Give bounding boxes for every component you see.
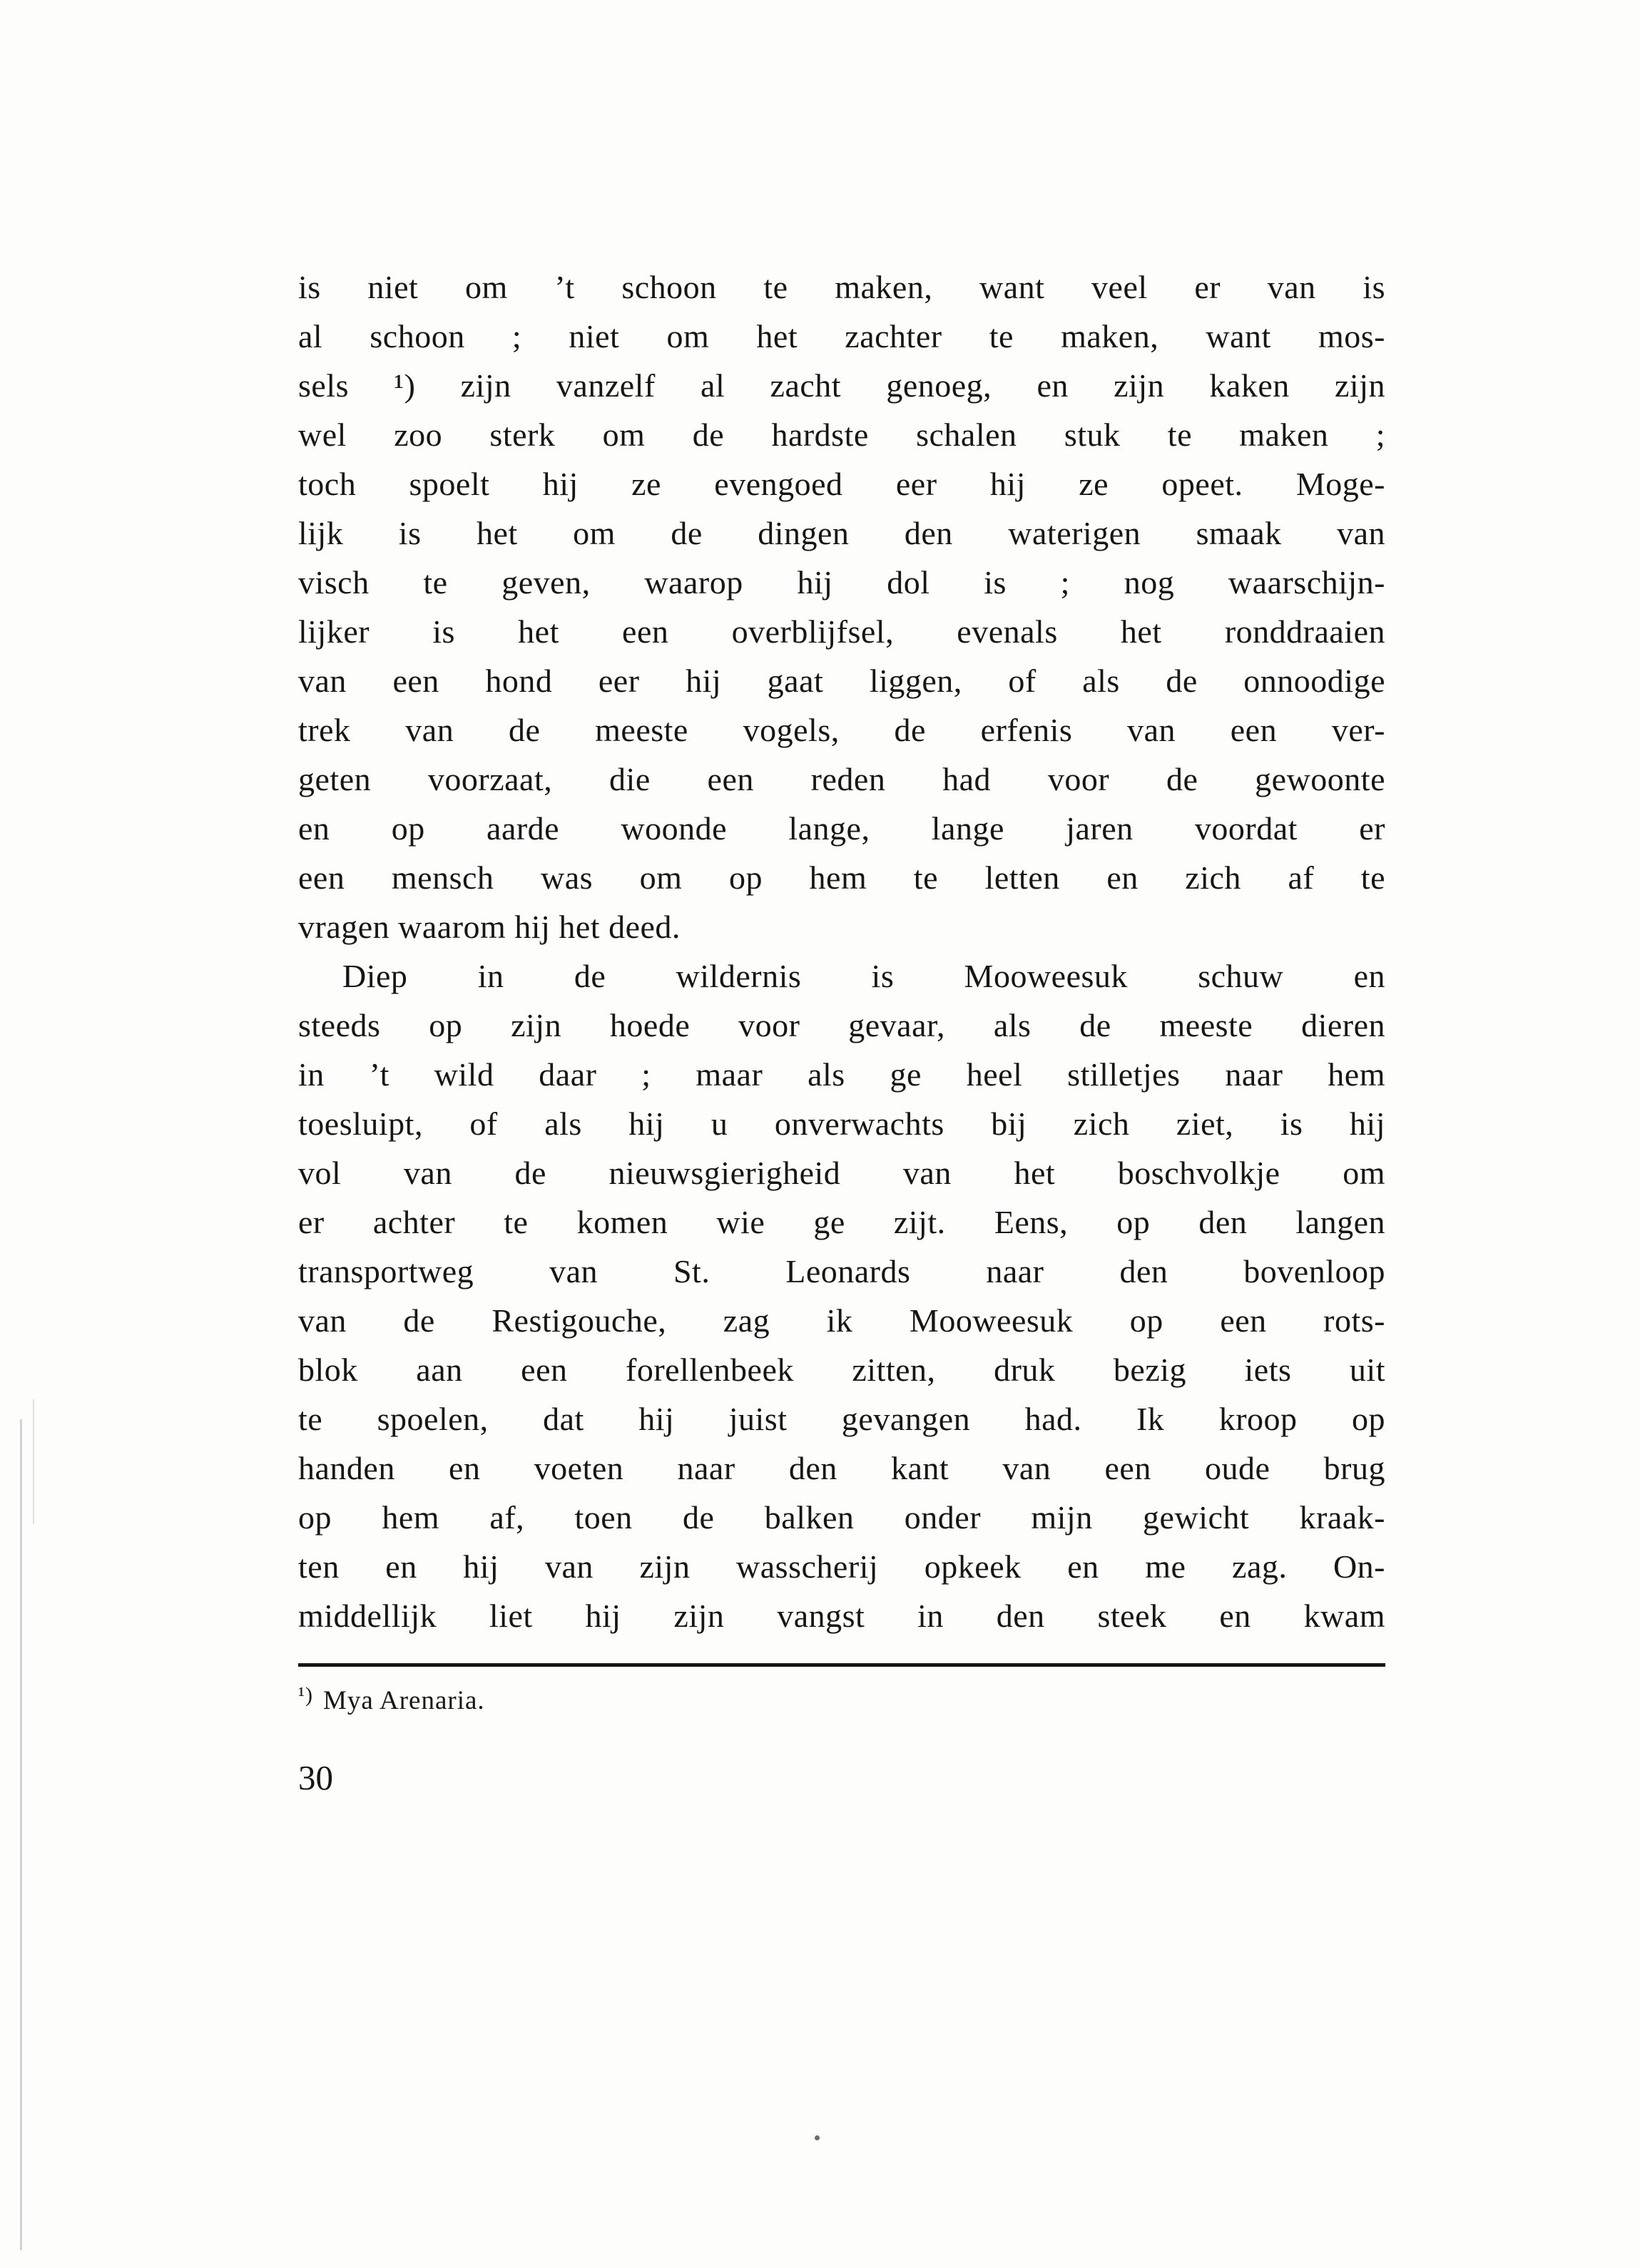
text-line: in ’t wild daar ; maar als ge heel stilletjes naar hem [298, 1056, 1385, 1093]
body-text [298, 262, 1385, 1640]
footnote [298, 1678, 1385, 1718]
text-line: trek van de meeste vogels, de erfenis van een ver- [298, 712, 1385, 748]
text-line: steeds op zijn hoede voor gevaar, als de meeste dieren [298, 1007, 1385, 1043]
text-line: toesluipt, of als hij u onverwachts bij zich ziet, is hij [298, 1105, 1385, 1142]
text-line: vragen waarom hij het deed. [298, 909, 681, 945]
text-line: is niet om ’t schoon te maken, want veel er van is [298, 269, 1385, 305]
text-line: transportweg van St. Leonards naar den bovenloop [298, 1253, 1385, 1289]
text-line: van een hond eer hij gaat liggen, of als de onnoodige [298, 663, 1385, 699]
scan-speck [815, 2135, 820, 2140]
page-number: 30 [298, 1758, 333, 1797]
text-line: vol van de nieuwsgierigheid van het boschvolkje om [298, 1155, 1385, 1191]
text-line: te spoelen, dat hij juist gevangen had. Ik kroop op [298, 1401, 1385, 1437]
text-line: lijk is het om de dingen den waterigen smaak van [298, 515, 1385, 551]
text-line: blok aan een forellenbeek zitten, druk bezig iets uit [298, 1352, 1385, 1388]
text-line: van de Restigouche, zag ik Mooweesuk op een rots- [298, 1302, 1385, 1339]
scan-artifact-line [20, 1419, 22, 2250]
text-line: toch spoelt hij ze evengoed eer hij ze opeet. Moge- [298, 466, 1385, 502]
text-line: ten en hij van zijn wasscherij opkeek en me zag. On- [298, 1548, 1385, 1585]
text-line: Diep in de wildernis is Mooweesuk schuw en [342, 958, 1385, 994]
text-line: geten voorzaat, die een reden had voor de gewoonte [298, 761, 1385, 797]
footnote-text: Mya Arenaria. [322, 1686, 485, 1715]
text-block [298, 262, 1385, 1798]
footnote-marker: ¹) [298, 1683, 313, 1707]
text-line: handen en voeten naar den kant van een oude brug [298, 1450, 1385, 1486]
scan-artifact-line [33, 1399, 34, 1524]
text-line: middellijk liet hij zijn vangst in den steek en kwam [298, 1598, 1385, 1634]
text-line: op hem af, toen de balken onder mijn gewicht kraak- [298, 1499, 1385, 1536]
text-line: sels ¹) zijn vanzelf al zacht genoeg, en zijn kaken zijn [298, 367, 1385, 404]
text-line: er achter te komen wie ge zijt. Eens, op den langen [298, 1204, 1385, 1240]
text-line: een mensch was om op hem te letten en zich af te [298, 859, 1385, 896]
text-line: lijker is het een overblijfsel, evenals het ronddraaien [298, 613, 1385, 650]
text-line: al schoon ; niet om het zachter te maken, want mos- [298, 318, 1385, 354]
text-line: wel zoo sterk om de hardste schalen stuk te maken ; [298, 417, 1385, 453]
footnote-divider [298, 1663, 1385, 1667]
text-line: en op aarde woonde lange, lange jaren voordat er [298, 810, 1385, 847]
text-line: visch te geven, waarop hij dol is ; nog waarschijn- [298, 564, 1385, 601]
